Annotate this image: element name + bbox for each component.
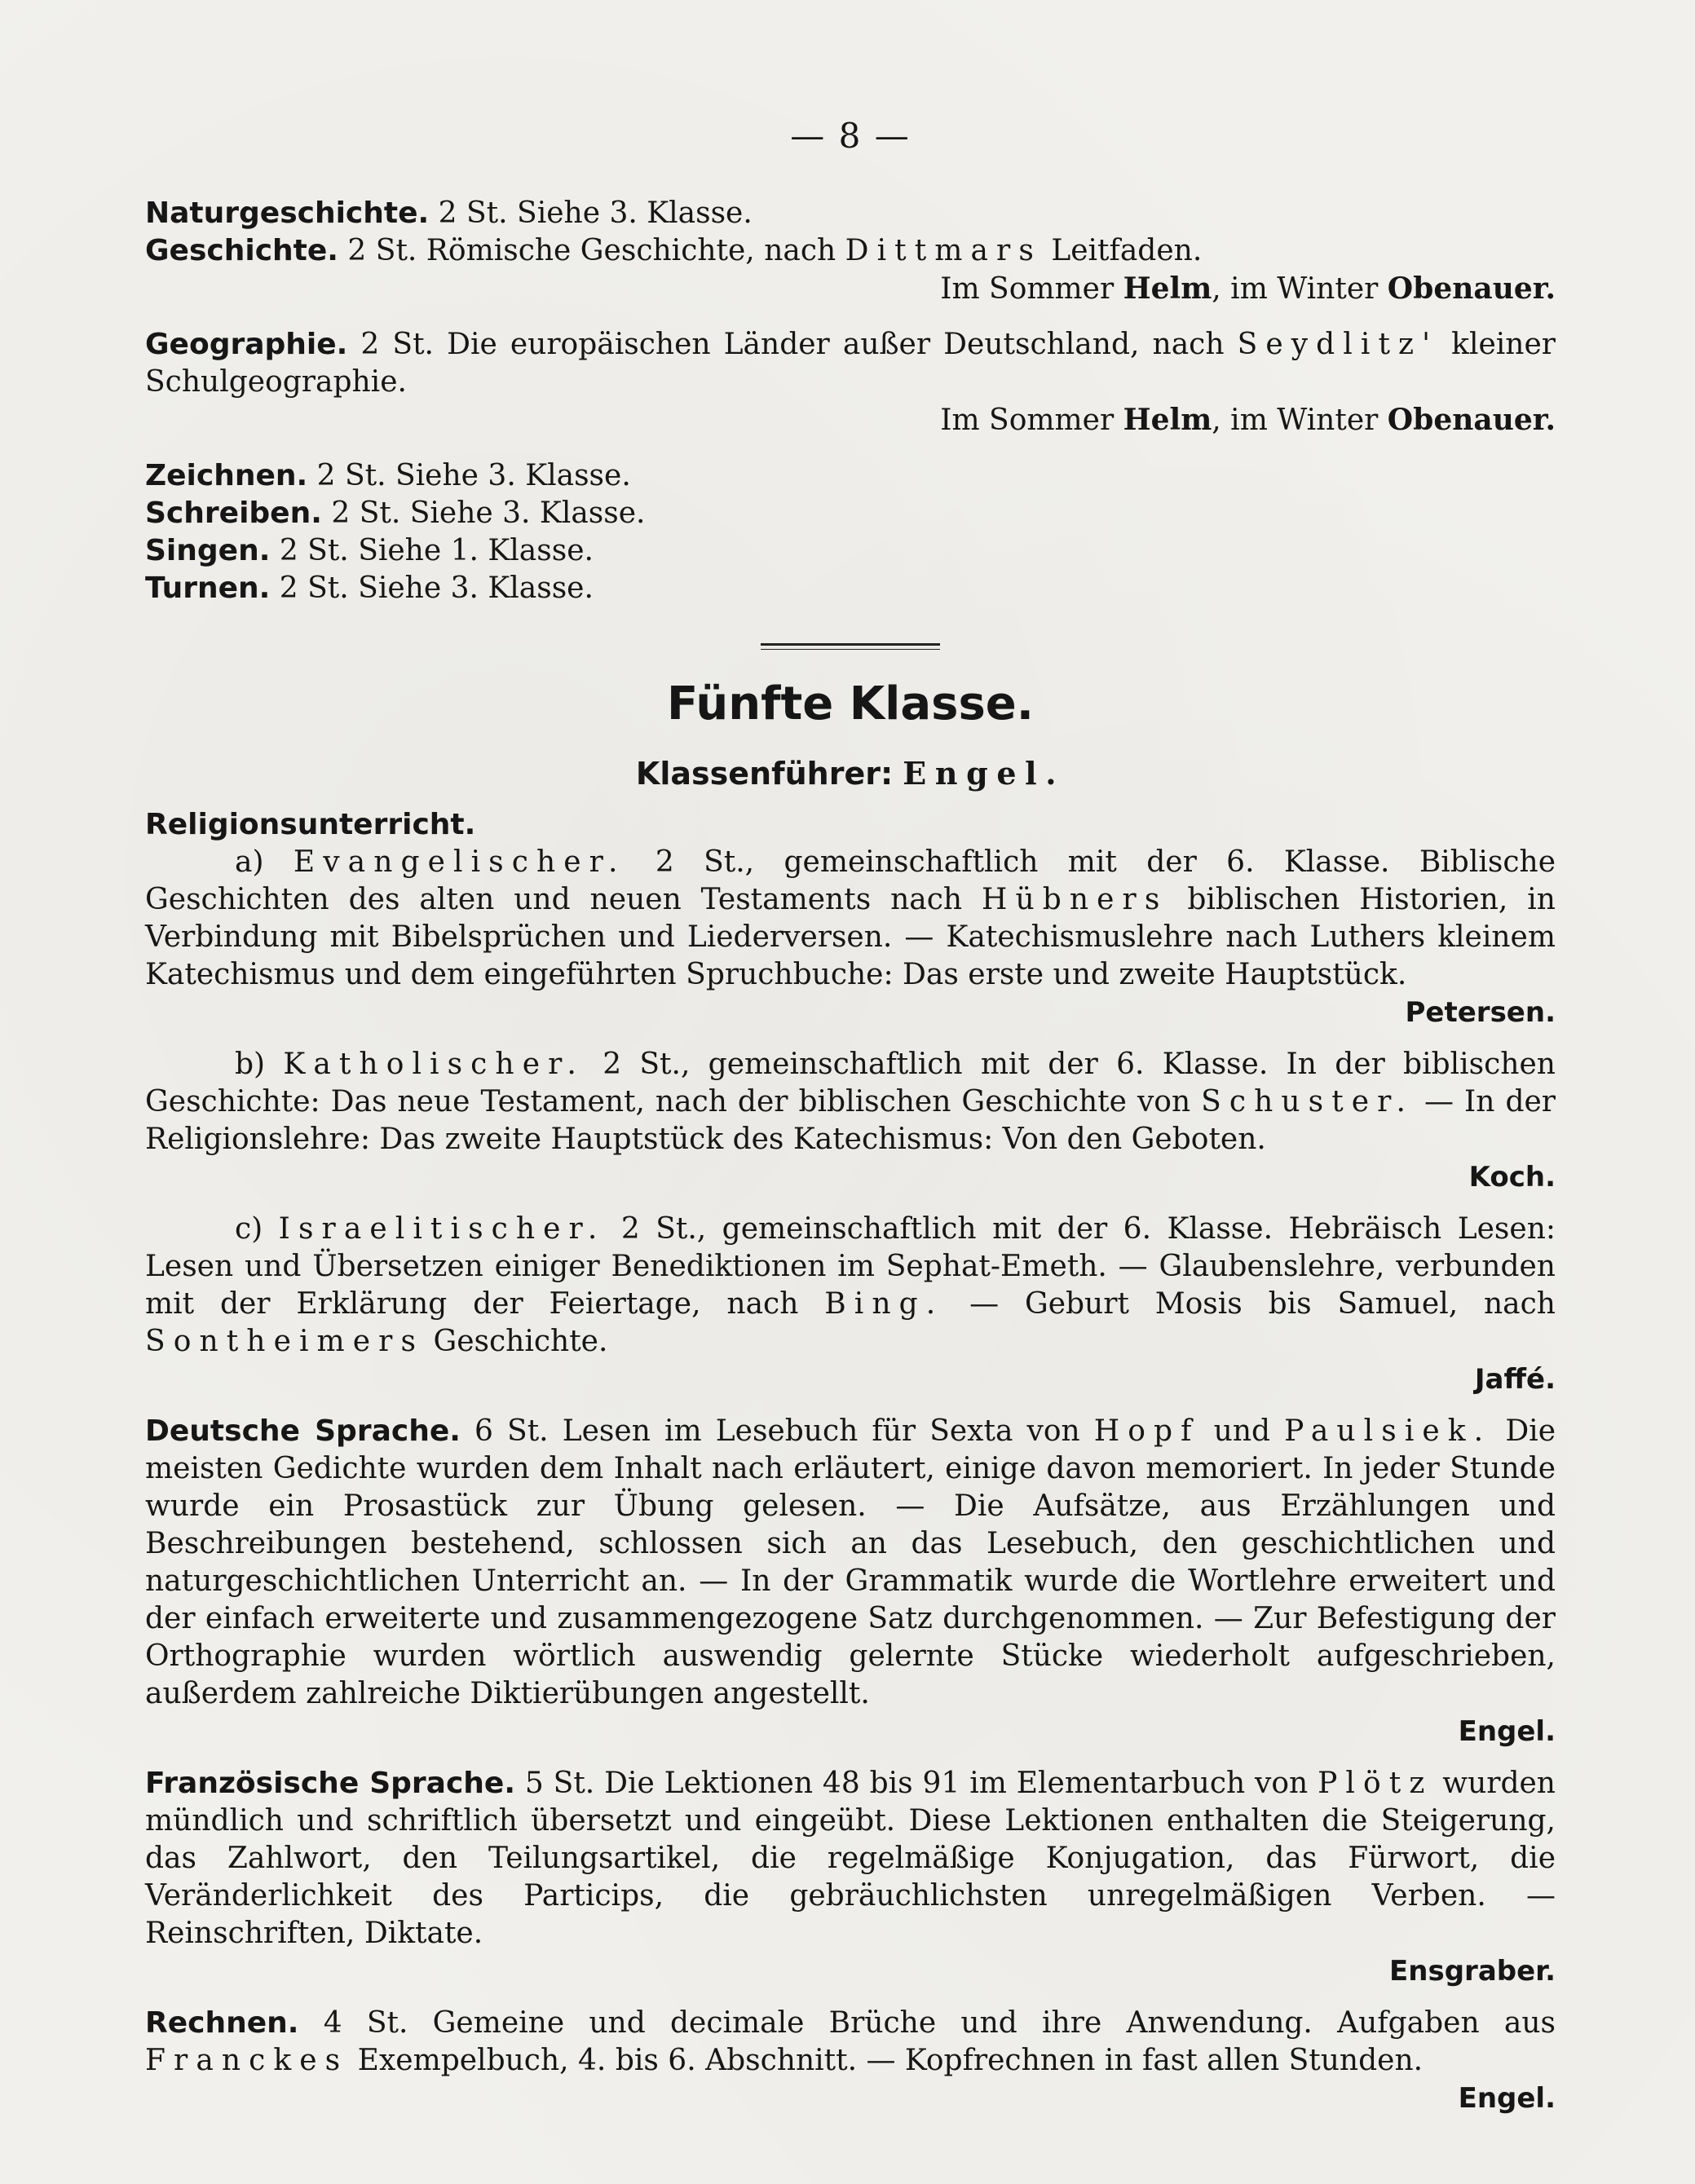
- author-name: Plötz: [1318, 1767, 1433, 1800]
- author-name: Dittmars: [845, 234, 1042, 267]
- teacher-line: [145, 270, 1556, 308]
- religion-heading: Religionsunterricht.: [145, 808, 476, 841]
- entry-text: Leitfaden.: [1041, 234, 1203, 267]
- subject-label: Deutsche Sprache.: [145, 1414, 461, 1448]
- entry-text: und: [1199, 1414, 1285, 1448]
- spacer: [145, 1750, 1556, 1765]
- teacher-name: Ensgraber.: [1389, 1955, 1556, 1988]
- page-content: [145, 116, 1556, 2117]
- entry-text: 2 St., gemeinschaftlich mit der 6. Klasse. Biblische Geschichten des alten und neuen Testaments nach: [145, 845, 1556, 916]
- teacher-name: Helm: [1123, 271, 1212, 306]
- class-title: Fünfte Klasse.: [666, 677, 1035, 730]
- entry-geschichte: [145, 232, 1556, 270]
- teacher-name: Engel.: [1458, 1715, 1556, 1748]
- entry-text: 5 St. Die Lektionen 48 bis 91 im Elementarbuch von: [515, 1767, 1318, 1800]
- entry-deutsch: [145, 1413, 1556, 1713]
- entry-text: wurden mündlich und schriftlich übersetzt und eingeübt. Diese Lektionen enthalten die Steigerung, das Zahlwort, den Teilungsartikel, die regelmäßige Konjugation, das Fürwort, die Veränderlichkeit des Particips, die gebräuchlichsten unregelmäßigen Verben. — Reinschriften, Diktate.: [145, 1767, 1556, 1950]
- author-name: Sontheimers: [145, 1325, 424, 1358]
- class-leader-name: Engel.: [903, 755, 1066, 792]
- subject-label: Schreiben.: [145, 496, 322, 530]
- spacer: [145, 439, 1556, 457]
- subject-label: Turnen.: [145, 571, 271, 605]
- religion-a: [145, 844, 1556, 994]
- teacher-text: , im Winter: [1212, 404, 1388, 437]
- spacer: [145, 1031, 1556, 1046]
- page-number: — 8 —: [790, 116, 911, 156]
- author-name: Schuster.: [1201, 1085, 1415, 1118]
- spacer: [145, 1398, 1556, 1413]
- entry-text: 2 St. Die europäischen Länder außer Deutschland, nach: [347, 328, 1238, 361]
- teacher-name: Engel.: [1458, 2082, 1556, 2115]
- denomination-label: Katholischer.: [283, 1048, 585, 1081]
- spacer: [145, 1196, 1556, 1211]
- teacher-text: Im Sommer: [940, 272, 1123, 306]
- subject-label: Geographie.: [145, 328, 348, 361]
- religion-b: [145, 1046, 1556, 1158]
- entry-geographie: [145, 326, 1556, 401]
- author-name: Hübners: [982, 883, 1168, 916]
- subject-label: Naturgeschichte.: [145, 196, 430, 230]
- author-name: Seydlitz': [1237, 328, 1439, 361]
- spacer: [145, 308, 1556, 326]
- subject-label: Geschichte.: [145, 234, 338, 267]
- author-name: Paulsiek.: [1284, 1414, 1492, 1448]
- entry-text: 2 St., gemeinschaftlich mit der 6. Klasse. Hebräisch Lesen: Lesen und Übersetzen einiger Benediktionen im Sephat-Emeth. — Glaubenslehre, verbunden mit der Erklärung der Feiertage, nach: [145, 1212, 1556, 1321]
- entry-singen: [145, 532, 1556, 570]
- entry-text: 2 St. Römische Geschichte, nach: [338, 234, 845, 267]
- denomination-label: Evangelischer.: [293, 845, 626, 879]
- entry-text: 2 St. Siehe 3. Klasse.: [307, 459, 631, 492]
- author-name: Franckes: [145, 2044, 349, 2077]
- entry-text: — Geburt Mosis bis Samuel, nach: [943, 1287, 1556, 1321]
- entry-text: Exempelbuch, 4. bis 6. Abschnitt. — Kopfrechnen in fast allen Stunden.: [348, 2044, 1424, 2077]
- subject-label: Rechnen.: [145, 2006, 299, 2040]
- religion-c: [145, 1211, 1556, 1361]
- teacher-name: Obenauer.: [1387, 271, 1556, 306]
- author-name: Hopf: [1093, 1414, 1200, 1448]
- entry-zeichnen: [145, 457, 1556, 495]
- entry-text: 2 St., gemeinschaftlich mit der 6. Klasse. In der biblischen Geschichte: Das neue Testament, nach der biblischen Geschichte von: [145, 1048, 1556, 1118]
- entry-naturgeschichte: [145, 195, 1556, 232]
- entry-text: kleiner Schulgeographie.: [145, 328, 1556, 399]
- item-prefix: a): [235, 845, 294, 879]
- entry-schreiben: [145, 495, 1556, 532]
- entry-text: 2 St. Siehe 3. Klasse.: [270, 571, 594, 605]
- class-leader-label: Klassenführer:: [635, 756, 894, 792]
- entry-text: 2 St. Siehe 1. Klasse.: [270, 534, 594, 567]
- entry-text: Geschichte.: [424, 1325, 608, 1358]
- denomination-label: Israelitischer.: [278, 1212, 606, 1246]
- entry-text: 2 St. Siehe 3. Klasse.: [429, 196, 753, 230]
- author-name: Bing.: [824, 1287, 944, 1321]
- entry-text: 6 St. Lesen im Lesebuch für Sexta von: [460, 1414, 1094, 1448]
- teacher-line: [145, 401, 1556, 439]
- entry-text: Die meisten Gedichte wurden dem Inhalt nach erläutert, einige davon memoriert. In jeder Stunde wurde ein Prosastück zur Übung gelesen. — Die Aufsätze, aus Erzählungen und Beschreibungen bestehend, schlossen sich an das Lesebuch, den geschichtlichen und naturgeschichtlichen Unterricht an. — In der Grammatik wurde die Wortlehre erweitert und der einfach erweiterte und zusammengezogene Satz durchgenommen. — Zur Befestigung der Orthographie wurden wörtlich auswendig gelernte Stücke wiederholt aufgeschrieben, außerdem zahlreiche Diktierübungen angestellt.: [145, 1414, 1556, 1710]
- teacher-text: Im Sommer: [940, 404, 1123, 437]
- class-leader: [145, 755, 1556, 792]
- subject-label: Französische Sprache.: [145, 1767, 516, 1800]
- entry-text: 2 St. Siehe 3. Klasse.: [321, 496, 646, 530]
- subject-label: Singen.: [145, 534, 271, 567]
- teacher-name: Jaffé.: [1474, 1363, 1556, 1396]
- subject-label: Zeichnen.: [145, 459, 308, 492]
- teacher-name: Petersen.: [1405, 996, 1556, 1029]
- item-prefix: b): [235, 1048, 284, 1081]
- teacher-text: , im Winter: [1212, 272, 1388, 306]
- entry-franzoesisch: [145, 1765, 1556, 1952]
- entry-text: 4 St. Gemeine und decimale Brüche und ihre Anwendung. Aufgaben aus: [298, 2006, 1556, 2040]
- teacher-name: Koch.: [1468, 1161, 1556, 1193]
- teacher-name: Helm: [1123, 403, 1212, 437]
- spacer: [145, 1990, 1556, 2005]
- entry-turnen: [145, 570, 1556, 607]
- section-divider: [761, 643, 940, 650]
- teacher-name: Obenauer.: [1387, 403, 1556, 437]
- item-prefix: c): [235, 1212, 279, 1246]
- entry-text: biblischen Historien, in Verbindung mit Bibelsprüchen und Liederversen. — Katechismuslehre nach Luthers kleinem Katechismus und dem eingeführten Spruchbuche: Das erste und zweite Hauptstück.: [145, 883, 1556, 991]
- entry-text: — In der Religionslehre: Das zweite Hauptstück des Katechismus: Von den Geboten.: [145, 1085, 1556, 1156]
- entry-rechnen: [145, 2005, 1556, 2080]
